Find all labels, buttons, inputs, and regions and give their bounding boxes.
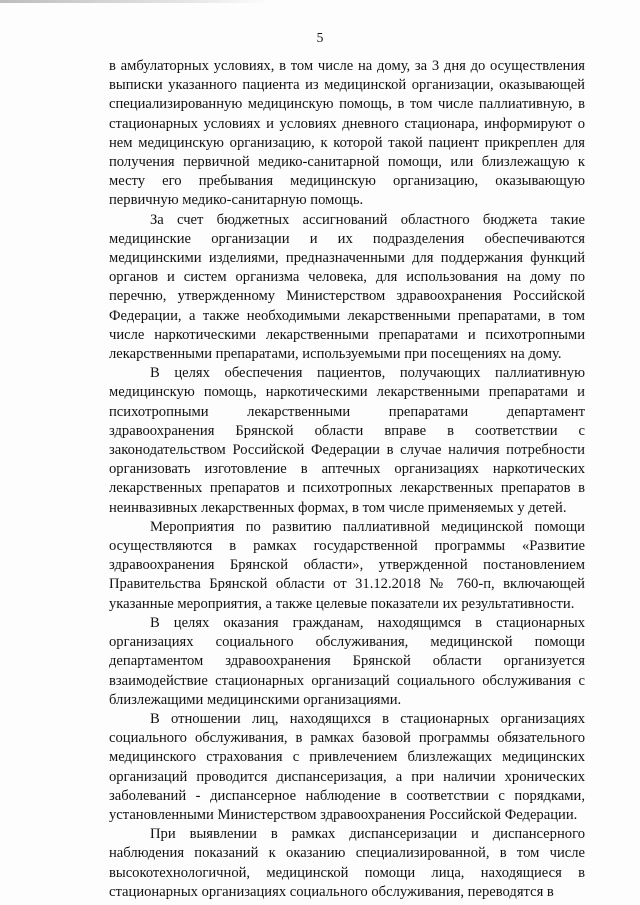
page-number: 5	[316, 30, 324, 45]
paragraph-continued: в амбулаторных условиях, в том числе на дому, за 3 дня до осуществления выписки указанного пациента из медицинской организации, оказывающей специализированную медицинскую помощь, в том числе паллиативную, в стационарных условиях и условиях дневного стационара, информируют о нем медицинскую организацию, к которой такой пациент прикреплен для получения первичной медико-санитарной помощи, или близлежащую к месту его пребывания медицинскую организацию, оказывающую первичную медико-санитарную помощь.	[109, 58, 585, 209]
scan-edge-mark	[0, 0, 270, 3]
paragraph-narcotic-drugs: В целях обеспечения пациентов, получающих паллиативную медицинскую помощь, наркотическими лекарственными препаратами и психотропными лекарственными препаратами департамент здравоохранения Брянской области вправе в соответствии с законодательством Российской Федерации в случае наличия потребности организовать изготовление в аптечных организациях наркотических лекарственных препаратов и психотропных лекарственных препаратов в неинвазивных лекарственных формах, в том числе применяемых у детей.	[109, 365, 585, 516]
paragraph-budget-funding: За счет бюджетных ассигнований областного бюджета такие медицинские организации и их подразделения обеспечиваются медицинскими изделиями, предназначенными для поддержания функций органов и систем организма человека, для использования на дому по перечню, утвержденному Министерством здравоохранения Российской Федерации, а также необходимыми лекарственными препаратами, в том числе наркотическими лекарственными препаратами и психотропными лекарственными препаратами, используемыми при посещениях на дому.	[109, 211, 585, 363]
paragraph-program-measures: Мероприятия по развитию паллиативной медицинской помощи осуществляются в рамках государственной программы «Развитие здравоохранения Брянской области», утвержденной постановлением Правительства Брянской области от 31.12.2018 № 760-п, включающей указанные мероприятия, а также целевые показатели их результативности.	[109, 518, 585, 612]
paragraph-dispanserization: В отношении лиц, находящихся в стационарных организациях социального обслуживания, в рамках базовой программы обязательного медицинского страхования с привлечением близлежащих медицинских организаций проводится диспансеризация, а при наличии хронических заболеваний - диспансерное наблюдение в соответствии с порядками, установленными Министерством здравоохранения Российской Федерации.	[109, 710, 585, 823]
paragraph-social-organizations: В целях оказания гражданам, находящимся в стационарных организациях социального обслуживания, медицинской помощи департаментом здравоохранения Брянской области организуется взаимодействие стационарных организаций социального обслуживания с близлежащими медицинскими организациями.	[109, 614, 585, 708]
paragraph-specialized-care: При выявлении в рамках диспансеризации и диспансерного наблюдения показаний к оказанию специализированной, в том числе высокотехнологичной, медицинской помощи лица, находящиеся в стационарных организациях социального обслуживания, переводятся в	[109, 826, 585, 900]
document-body	[109, 57, 585, 902]
